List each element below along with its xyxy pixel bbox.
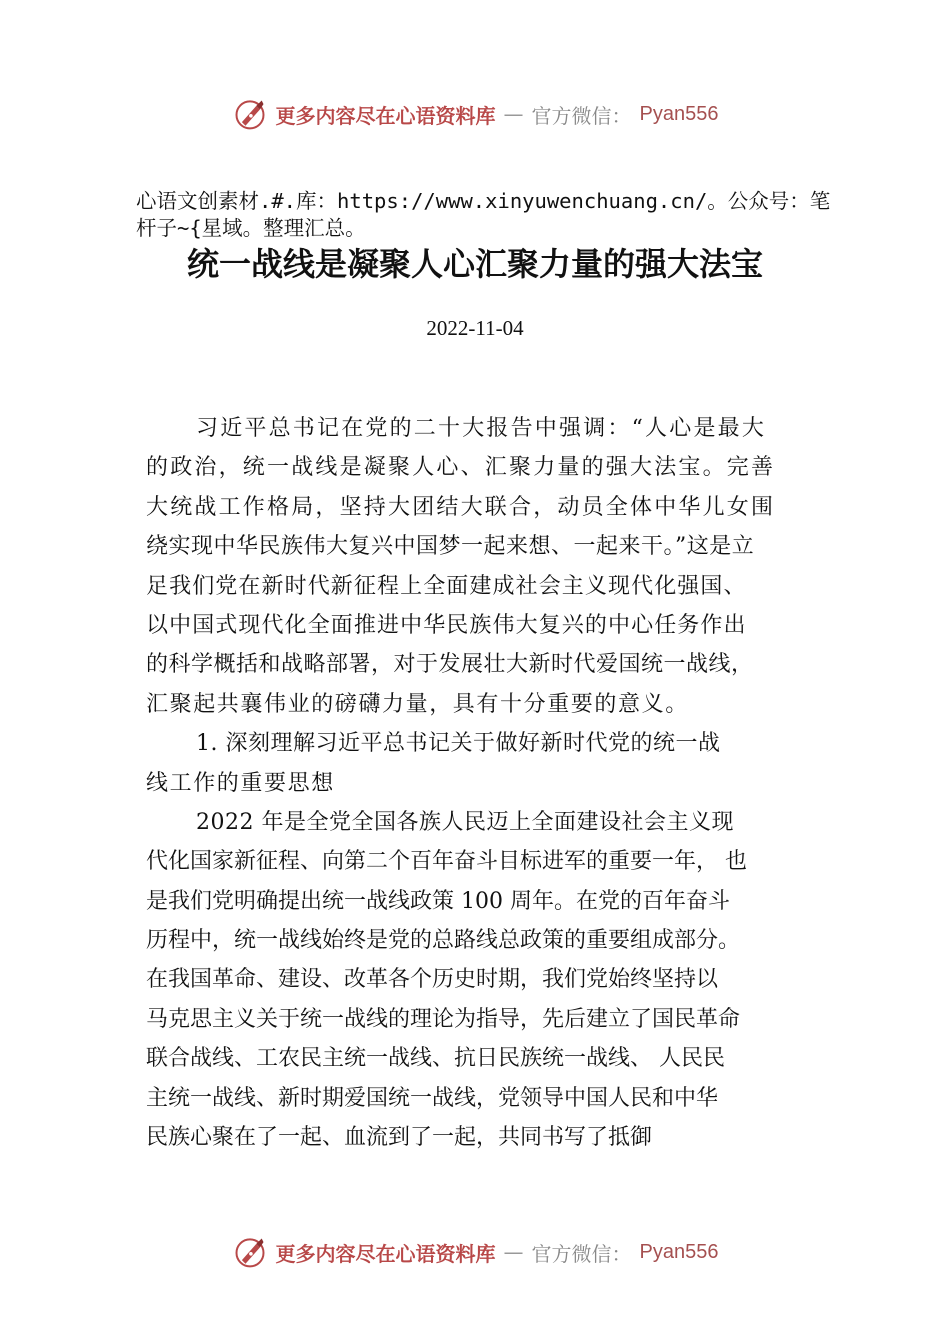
body-line: 的政治，统一战线是凝聚人心、汇聚力量的强大法宝。完善 [146,455,776,481]
banner-separator: — [503,102,524,126]
body-line: 联合战线、工农民主统一战线、抗日民族统一战线、 人民民 [146,1046,725,1072]
body-line: 习近平总书记在党的二十大报告中强调：“人心是最大 [196,416,767,441]
body-line: 历程中，统一战线始终是党的总路线总政策的重要组成部分。 [146,928,741,954]
article-date: 2022-11-04 [426,316,524,340]
body-line: 以中国式现代化全面推进中华民族伟大复兴的中心任务作出 [146,612,747,638]
body-line: 在我国革命、建设、改革各个历史时期，我们党始终坚持以 [146,967,719,993]
banner-text: 更多内容尽在心语资料库 [275,103,496,128]
body-line: 大统战工作格局，坚持大团结大联合，动员全体中华儿女围 [146,494,776,520]
body-line: 民族心聚在了一起、血流到了一起，共同书写了抵御 [146,1125,653,1151]
body-line: 的科学概括和战略部署，对于发展壮大新时代爱国统一战线， [146,652,754,678]
banner-wechat-label: 官方微信： [531,103,632,128]
body-line: 2022 年是全党全国各族人民迈上全面建设社会主义现 [196,809,734,835]
article-body [146,409,846,1157]
banner-wechat-id: Pyan556 [639,102,719,125]
body-line: 是我们党明确提出统一战线政策 100 周年。在党的百年奋斗 [146,888,730,914]
source-notice: 心语文创素材.#.库：https://www.xinyuwenchuang.cn/。公众号：笔杆子~{星域。整理汇总。 [136,189,831,240]
header-banner [0,96,950,132]
body-line: 绕实现中华民族伟大复兴中国梦一起来想、一起来干。”这是立 [146,534,755,560]
section-heading: 线工作的重要思想 [146,770,335,796]
body-line: 代化国家新征程、向第二个百年奋斗目标进军的重要一年， 也 [146,849,747,875]
banner-wechat-label: 官方微信： [531,1241,632,1266]
pen-nib-logo-icon [232,96,268,132]
body-line: 主统一战线、新时期爱国统一战线，党领导中国人民和中华 [146,1085,719,1111]
banner-wechat-id: Pyan556 [639,1240,719,1263]
body-line: 汇聚起共襄伟业的磅礴力量，具有十分重要的意义。 [146,691,689,717]
footer-banner [0,1234,950,1270]
section-heading: 1. 深刻理解习近平总书记关于做好新时代党的统一战 [196,731,721,757]
banner-separator: — [503,1240,524,1264]
banner-text: 更多内容尽在心语资料库 [275,1241,496,1266]
body-line: 马克思主义关于统一战线的理论为指导，先后建立了国民革命 [146,1006,741,1032]
pen-nib-logo-icon [232,1234,268,1270]
body-line: 足我们党在新时代新征程上全面建成社会主义现代化强国、 [146,573,747,599]
article-title: 统一战线是凝聚人心汇聚力量的强大法宝 [186,245,763,283]
